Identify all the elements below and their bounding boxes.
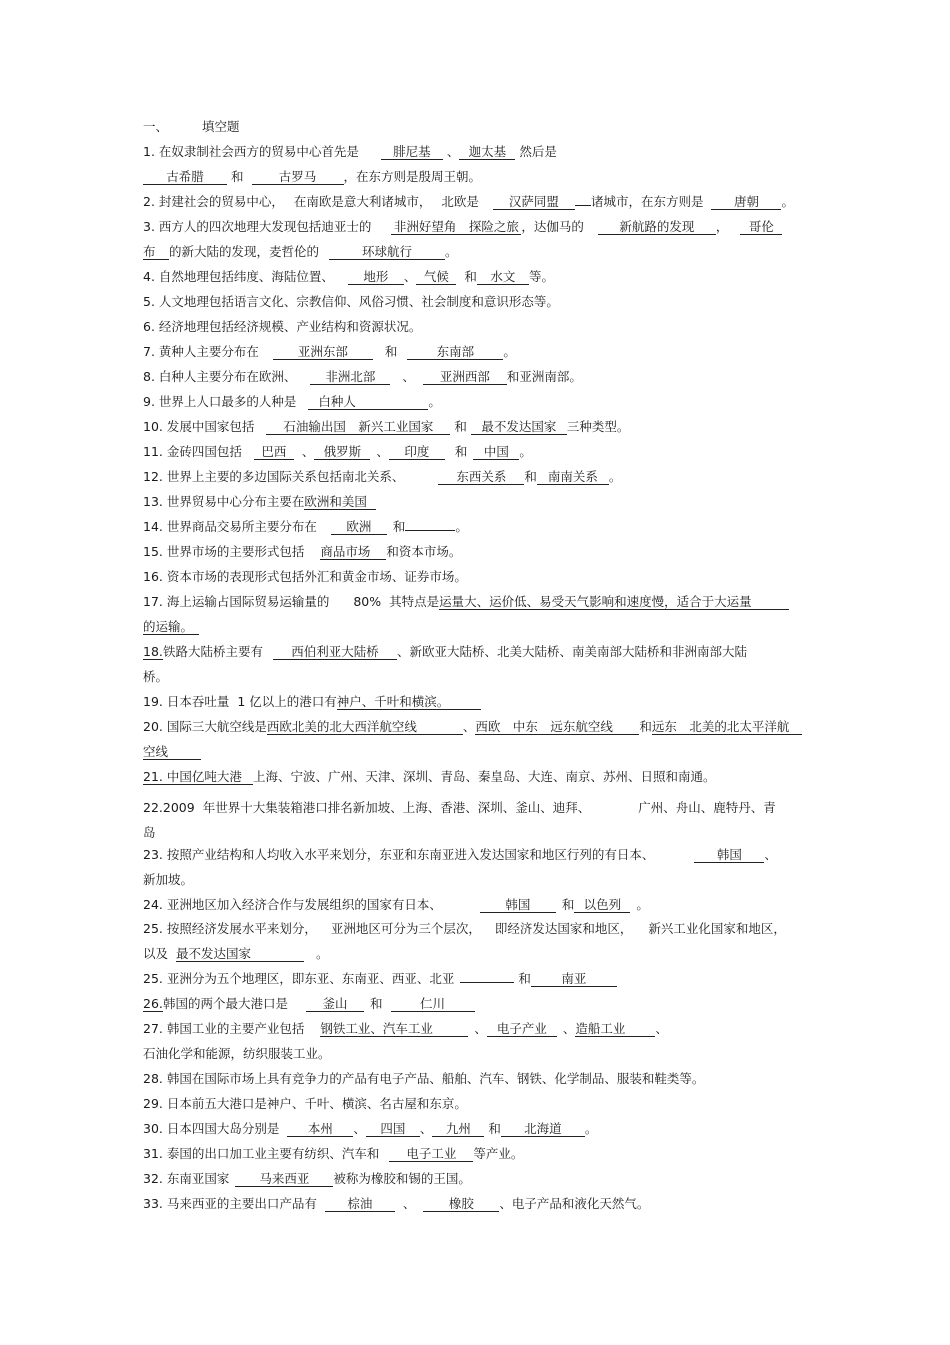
question-text: 20. 国际三大航空线是 — [143, 719, 267, 734]
question-text: 和 — [231, 169, 244, 184]
answer-blank: 釜山 — [306, 996, 364, 1012]
question-19 — [143, 694, 813, 710]
question-text: 岛 — [143, 825, 156, 840]
question-text: 11. 金砖四国包括 — [143, 444, 242, 459]
question-text: 、新欧亚大陆桥、北美大陆桥、南美南部大陆桥和非洲南部大陆 — [397, 644, 748, 659]
question-text: 以及 — [143, 946, 169, 961]
answer-blank: 最不发达国家 — [471, 419, 567, 435]
question-text: 、 — [403, 269, 417, 284]
question-text: 被称为橡胶和锡的王国。 — [333, 1171, 471, 1186]
answer-blank: 地形 — [348, 269, 404, 285]
question-21 — [143, 769, 813, 785]
answer-blank: 东西关系 — [438, 469, 524, 485]
answer-blank: 运量大、运价低、易受天气影响和速度慢，适合于大运量 — [439, 594, 789, 610]
question-text: 诸城市，在东方则是 — [590, 194, 704, 209]
question-text: 80% — [353, 594, 382, 609]
answer-blank: 亚洲东部 — [273, 344, 373, 360]
answer-blank: 商品市场 — [320, 544, 386, 560]
question-18 — [143, 644, 813, 660]
question-15 — [143, 544, 813, 560]
question-27-cont — [143, 1046, 813, 1062]
question-7 — [143, 344, 813, 360]
question-10 — [143, 419, 813, 435]
answer-blank: 神户、千叶和横滨。 — [337, 694, 481, 710]
question-22-cont — [143, 825, 813, 841]
question-text: 等。 — [528, 269, 554, 284]
answer-blank: 棕油 — [325, 1196, 395, 1212]
question-text: 28. 韩国在国际市场上具有竞争力的产品有电子产品、船舶、汽车、钢铁、化学制品、服装和鞋类等。 — [143, 1071, 705, 1086]
question-text: 22.2009 — [143, 800, 195, 815]
question-4 — [143, 269, 813, 285]
answer-blank: 西欧 中东 远东航空线 — [475, 719, 639, 735]
answer-blank: 白种人 — [308, 394, 428, 410]
section-title: 填空题 — [202, 119, 240, 134]
question-text: 年世界十大集装箱港口排名新加坡、上海、香港、深圳、釜山、迪拜、 — [202, 800, 591, 815]
section-number: 一、 — [143, 119, 169, 134]
question-text: 。 — [428, 394, 441, 409]
question-text: 1. 在奴隶制社会西方的贸易中心首先是 — [143, 144, 359, 159]
question-text: 15. 世界市场的主要形式包括 — [143, 544, 305, 559]
question-text: 韩国的两个最大港口是 — [163, 996, 289, 1011]
answer-blank: 马来西亚 — [235, 1171, 333, 1187]
question-text: 4. 自然地理包括纬度、海陆位置、 — [143, 269, 334, 284]
question-1 — [143, 144, 813, 160]
answer-blank: 钢铁工业、汽车工业 — [320, 1021, 468, 1037]
question-text: 25. 按照经济发展水平来划分， — [143, 921, 317, 936]
question-text: 亚洲地区可分为三个层次， — [330, 921, 481, 936]
answer-blank: 电子工业 — [389, 1146, 473, 1162]
question-3-cont — [143, 244, 813, 260]
question-25 — [143, 921, 813, 937]
question-20-cont — [143, 744, 813, 760]
answer-blank: 远东 北美的北太平洋航 — [652, 719, 802, 735]
question-text: 14. 世界商品交易所主要分布在 — [143, 519, 317, 534]
answer-blank: 空线 — [143, 744, 201, 760]
question-text: 、 — [301, 444, 315, 459]
answer-blank: 西伯利亚大陆桥 — [273, 644, 397, 660]
question-text: 和 — [518, 971, 531, 986]
question-text: 30. 日本四国大岛分别是 — [143, 1121, 280, 1136]
question-text: 在南欧是意大利诸城市， — [293, 194, 432, 209]
question-text: 。 — [636, 897, 649, 912]
question-text: 三种类型。 — [566, 419, 630, 434]
question-13 — [143, 494, 813, 510]
answer-blank: 古希腊 — [143, 169, 227, 185]
question-text: 、 — [446, 144, 460, 159]
question-25-cont — [143, 946, 813, 962]
question-text: 。 — [445, 244, 458, 259]
question-text: 、 — [353, 1121, 366, 1136]
answer-blank: 石油输出国 新兴工业国家 — [266, 419, 450, 435]
question-14 — [143, 519, 813, 535]
answer-blank: 环球航行 — [329, 244, 445, 260]
question-text: 和 — [524, 469, 537, 484]
answer-blank: 哥伦 — [740, 219, 782, 235]
question-text: 17. 海上运输占国际贸易运输量的 — [143, 594, 330, 609]
question-text: ， — [715, 219, 729, 234]
question-text: 8. 白种人主要分布在欧洲、 — [143, 369, 297, 384]
answer-blank — [575, 205, 591, 206]
answer-blank: 橡胶 — [423, 1196, 499, 1212]
answer-blank: 九州 — [432, 1121, 484, 1137]
question-32 — [143, 1171, 813, 1187]
question-3 — [143, 219, 813, 235]
question-text: ，在东方则是殷周王朝。 — [343, 169, 482, 184]
question-text: 7. 黄种人主要分布在 — [143, 344, 259, 359]
question-text: 广州、舟山、鹿特丹、青 — [638, 800, 776, 815]
question-text: 北欧是 — [441, 194, 479, 209]
answer-blank: 四国 — [366, 1121, 420, 1137]
answer-blank: 西欧北美的北大西洋航空线 — [267, 719, 463, 735]
question-17 — [143, 594, 813, 610]
question-18-cont — [143, 669, 813, 685]
question-text: 和 — [454, 419, 467, 434]
question-12 — [143, 469, 813, 485]
answer-blank: 韩国 — [694, 847, 764, 863]
answer-blank: 迦太基 — [459, 144, 515, 160]
answer-blank: 汉萨同盟 — [493, 194, 575, 210]
question-text: 、 — [655, 1021, 668, 1036]
question-text: 。 — [584, 1121, 598, 1136]
answer-blank: 俄罗斯 — [314, 444, 370, 460]
question-text: 、 — [462, 719, 476, 734]
question-25b — [143, 971, 813, 987]
section-heading — [143, 119, 813, 135]
question-text: 33. 马来西亚的主要出口产品有 — [143, 1196, 317, 1211]
question-text: 石油化学和能源，纺织服装工业。 — [143, 1046, 331, 1061]
question-text: 16. 资本市场的表现形式包括外汇和黄金市场、证券市场。 — [143, 569, 467, 584]
answer-blank: 亚洲西部 — [423, 369, 507, 385]
question-9 — [143, 394, 813, 410]
answer-blank: 水文 — [477, 269, 529, 285]
question-text: ，达伽马的 — [521, 219, 584, 234]
answer-blank: 21. 中国亿吨大港 — [143, 769, 253, 785]
question-16 — [143, 569, 813, 585]
question-27 — [143, 1021, 813, 1037]
answer-blank: 东南部 — [407, 344, 503, 360]
question-26 — [143, 996, 813, 1012]
question-text: 9. 世界上人口最多的人种是 — [143, 394, 297, 409]
question-text: 桥。 — [143, 669, 169, 684]
question-text: 和 — [639, 719, 652, 734]
question-text: 、 — [402, 1196, 416, 1211]
question-text: 。 — [503, 344, 516, 359]
question-23 — [143, 847, 813, 863]
question-20 — [143, 719, 813, 735]
question-text: 新加坡。 — [143, 872, 194, 887]
answer-blank: 电子产业 — [487, 1021, 557, 1037]
question-text: 即经济发达国家和地区， — [494, 921, 633, 936]
question-text: 新兴工业化国家和地区， — [648, 921, 786, 936]
question-text: 、 — [562, 1021, 576, 1036]
answer-blank: 印度 — [389, 444, 445, 460]
question-6 — [143, 319, 813, 335]
answer-blank: 最不发达国家 — [176, 946, 304, 962]
question-text: 然后是 — [519, 144, 557, 159]
answer-blank: 以色列 — [574, 897, 630, 913]
answer-blank: 欧洲和美国 — [304, 494, 376, 510]
answer-blank: 本州 — [287, 1121, 353, 1137]
answer-blank: 的运输。 — [143, 619, 199, 635]
question-text: 等产业。 — [473, 1146, 524, 1161]
question-text: 和 — [370, 996, 383, 1011]
question-23-cont — [143, 872, 813, 888]
question-text: 、 — [419, 1121, 433, 1136]
answer-blank: 欧洲 — [331, 519, 387, 535]
question-text: 1 亿以上的港口有 — [237, 694, 337, 709]
question-text: 、 — [376, 444, 389, 459]
question-2 — [143, 194, 813, 210]
answer-blank: 巴西 — [254, 444, 294, 460]
answer-blank: 韩国 — [480, 897, 556, 913]
question-31 — [143, 1146, 813, 1162]
question-text: 32. 东南亚国家 — [143, 1171, 230, 1186]
answer-blank: 布 — [143, 244, 169, 260]
answer-blank: 南南关系 — [537, 469, 609, 485]
question-33 — [143, 1196, 813, 1212]
question-28 — [143, 1071, 813, 1087]
question-text: 、 — [402, 369, 415, 384]
answer-blank: 北海道 — [501, 1121, 585, 1137]
answer-blank — [460, 982, 514, 983]
question-text: 和资本市场。 — [386, 544, 462, 559]
question-text: 铁路大陆桥主要有 — [163, 644, 264, 659]
question-24 — [143, 897, 813, 913]
question-text: 。 — [455, 519, 468, 534]
question-number: 18. — [143, 644, 163, 659]
answer-blank: 造船工业 — [575, 1021, 655, 1037]
question-text: 和 — [464, 269, 477, 284]
question-text: 和亚洲南部。 — [506, 369, 582, 384]
question-text: 23. 按照产业结构和人均收入水平来划分，东亚和东南亚进入发达国家和地区行列的有日本、 — [143, 847, 655, 862]
question-text: 和 — [392, 519, 406, 534]
question-number: 26. — [143, 996, 163, 1011]
question-text: 、电子产品和液化天然气。 — [499, 1196, 650, 1211]
answer-blank: 腓尼基 — [381, 144, 443, 160]
question-text: 3. 西方人的四次地理大发现包括迪亚士的 — [143, 219, 372, 234]
question-text: 其特点是 — [389, 594, 440, 609]
question-text: 和 — [488, 1121, 501, 1136]
answer-blank: 非洲好望角 探险之旅 — [391, 219, 521, 235]
question-text: 24. 亚洲地区加入经济合作与发展组织的国家有日本、 — [143, 897, 442, 912]
question-text: 。 — [519, 444, 532, 459]
answer-blank — [405, 530, 455, 531]
question-text: 25. 亚洲分为五个地理区，即东亚、东南亚、西亚、北亚 — [143, 971, 455, 986]
answer-blank: 仁川 — [391, 996, 475, 1012]
question-text: 、 — [764, 847, 777, 862]
answer-blank: 中国 — [473, 444, 519, 460]
question-8 — [143, 369, 813, 385]
question-text: 13. 世界贸易中心分布主要在 — [143, 494, 305, 509]
answer-blank: 新航路的发现 — [598, 219, 716, 235]
question-text: 。 — [316, 946, 329, 961]
question-text: 的新大陆的发现，麦哲伦的 — [169, 244, 320, 259]
question-22 — [143, 800, 813, 816]
question-text: 19. 日本吞吐量 — [143, 694, 230, 709]
question-17-cont — [143, 619, 813, 635]
answer-blank: 唐朝 — [711, 194, 781, 210]
question-30 — [143, 1121, 813, 1137]
question-text: 31. 泰国的出口加工业主要有纺织、汽车和 — [143, 1146, 380, 1161]
question-text: 。 — [608, 469, 622, 484]
answer-blank: 非洲北部 — [310, 369, 390, 385]
question-29 — [143, 1096, 813, 1112]
question-text: 。 — [781, 194, 794, 209]
question-text: 和 — [384, 344, 398, 359]
question-1-cont — [143, 169, 813, 185]
question-text: 2. 封建社会的贸易中心， — [143, 194, 284, 209]
answer-blank: 古罗马 — [252, 169, 344, 185]
answer-blank: 南亚 — [531, 971, 617, 987]
question-text: 29. 日本前五大港口是神户、千叶、横滨、名古屋和东京。 — [143, 1096, 467, 1111]
question-text: 上海、宁波、广州、天津、深圳、青岛、秦皇岛、大连、南京、苏州、日照和南通。 — [253, 769, 716, 784]
question-text: 12. 世界上主要的多边国际关系包括南北关系、 — [143, 469, 405, 484]
question-text: 和 — [454, 444, 468, 459]
question-text: 27. 韩国工业的主要产业包括 — [143, 1021, 305, 1036]
question-text: 5. 人文地理包括语言文化、宗教信仰、风俗习惯、社会制度和意识形态等。 — [143, 294, 559, 309]
question-5 — [143, 294, 813, 310]
question-text: 和 — [561, 897, 575, 912]
question-11 — [143, 444, 813, 460]
question-text: 6. 经济地理包括经济规模、产业结构和资源状况。 — [143, 319, 422, 334]
question-text: 10. 发展中国家包括 — [143, 419, 255, 434]
answer-blank: 气候 — [416, 269, 456, 285]
question-text: 、 — [474, 1021, 487, 1036]
